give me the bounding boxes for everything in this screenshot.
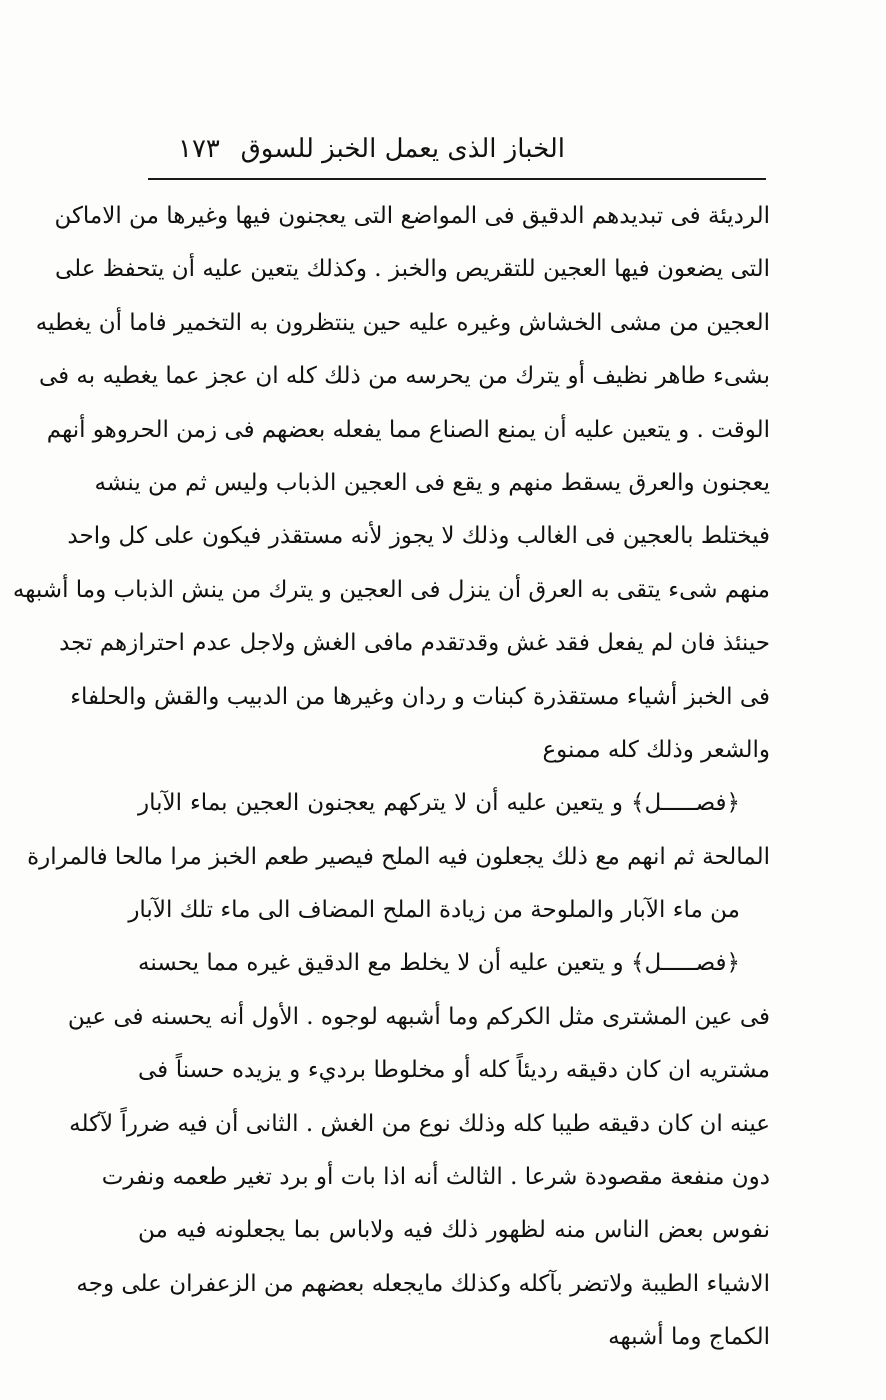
section-heading-line: ﴿فصـــــل﴾ و يتعين عليه أن لا يتركهم يعجنون العجين بماء الآبار [138,790,740,817]
header-rule [148,178,766,180]
text-line: الاشياء الطيبة ولاتضر بآكله وكذلك مايجعله بعضهم من الزعفران على وجه [76,1270,770,1297]
text-line: بشىء طاهر نظيف أو يترك من يحرسه من ذلك كله ان عجز عما يغطيه به فى [38,363,770,390]
text-line: مشتريه ان كان دقيقه رديئاً كله أو مخلوطا برديء و يزيده حسناً فى [138,1057,770,1084]
text-line: يعجنون والعرق يسقط منهم و يقع فى العجين الذباب وليس ثم من ينشه [94,469,770,496]
text-line: فيختلط بالعجين فى الغالب وذلك لا يجوز لأنه مستقذر فيكون على كل واحد [67,523,770,550]
text-line: المالحة ثم انهم مع ذلك يجعلون فيه الملح فيصير طعم الخبز مرا مالحا فالمرارة [27,843,770,870]
text-line: الوقت . و يتعين عليه أن يمنع الصناع مما يفعله بعضهم فى زمن الحروهو أنهم [46,416,770,443]
text-line: فى عين المشترى مثل الكركم وما أشبهه لوجوه . الأول أنه يحسنه فى عين [67,1003,770,1030]
text-line: نفوس بعض الناس منه لظهور ذلك فيه ولاباس بما يجعلونه فيه من [138,1217,770,1244]
text-line: من ماء الآبار والملوحة من زيادة الملح المضاف الى ماء تلك الآبار [128,897,740,924]
text-line: عينه ان كان دقيقه طيبا كله وذلك نوع من الغش . الثانى أن فيه ضرراً لآكله [69,1110,770,1137]
section-heading-line: ﴿فصـــــل﴾ و يتعين عليه أن لا يخلط مع الدقيق غيره مما يحسنه [138,950,740,977]
text-line: دون منفعة مقصودة شرعا . الثالث أنه اذا بات أو برد تغير طعمه ونفرت [101,1164,770,1191]
body-text [12,190,770,1365]
text-line: الرديئة فى تبديدهم الدقيق فى المواضع التى يعجنون فيها وغيرها من الاماكن [54,203,770,229]
text-line: الكماج وما أشبهه [608,1324,770,1351]
text-line: التى يضعون فيها العجين للتقريص والخبز . وكذلك يتعين عليه أن يتحفظ على [54,256,770,283]
text-line: والشعر وذلك كله ممنوع [542,736,770,763]
text-line: منهم شىء يتقى به العرق أن ينزل فى العجين و يترك من ينش الذباب وما أشبهه [12,576,770,603]
text-line: فى الخبز أشياء مستقذرة كبنات و ردان وغيرها من الدبيب والقش والحلفاء [70,683,770,710]
text-line: العجين من مشى الخشاش وغيره عليه حين ينتظرون به التخمير فاما أن يغطيه [35,309,770,336]
page-header [150,128,770,172]
running-title: الخباز الذى يعمل الخبز للسوق [240,134,565,164]
page-number: ١٧٣ [178,134,220,164]
text-line: حينئذ فان لم يفعل فقد غش وقدتقدم مافى الغش ولاجل عدم احترازهم تجد [59,630,770,657]
